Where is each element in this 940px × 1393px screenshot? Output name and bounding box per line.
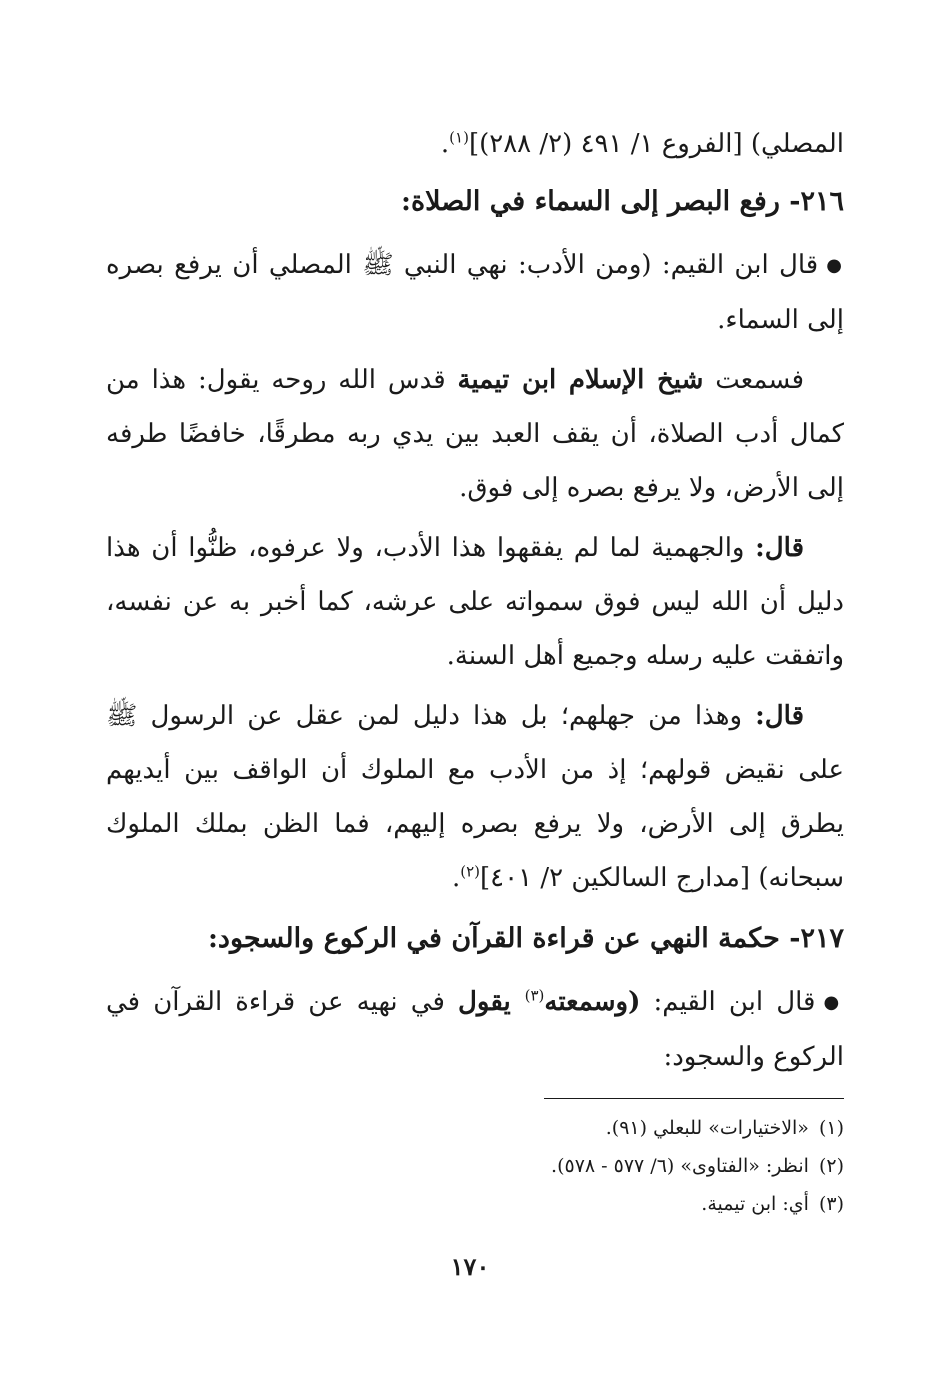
footnote-ref-1[interactable]: (١)	[449, 128, 469, 147]
section-216-para-4: قال: وهذا من جهلهم؛ بل هذا دليل لمن عقل عن الرسول ﷺ على نقيض قولهم؛ إذ من الأدب مع الملوك أن الواقف بين أيديهم يطرق إلى الأرض، ولا يرفع بصره إليهم، فما الظن بملك الملوك سبحانه) [مدارج السالكين ٢/ ٤٠١]$^{(٢)}$.	[106, 701, 844, 893]
footnote-2: (٢)انظر: «الفتاوى» (٦/ ٥٧٧ - ٥٧٨).	[551, 1155, 844, 1177]
section-217-para-1: ●قال ابن القيم: (وسمعته$^{(٣)}$ يقول في نهيه عن قراءة القرآن في الركوع والسجود:	[106, 986, 845, 1072]
section-216-heading: ٢١٦- رفع البصر إلى السماء في الصلاة:	[401, 186, 844, 217]
continuation-line: المصلي) [الفروع ١/ ٤٩١ (٢/ ٢٨٨)]$^{(١)}$.	[440, 128, 844, 159]
page-number: ١٧٠	[450, 1252, 490, 1281]
section-217-heading: ٢١٧- حكمة النهي عن قراءة القرآن في الركوع والسجود:	[207, 923, 844, 954]
section-216-para-2: فسمعت شيخ الإسلام ابن تيمية قدس الله روحه يقول: هذا من كمال أدب الصلاة، أن يقف العبد بين يدي ربه مطرقًا، خافضًا طرفه إلى الأرض، ولا يرفع بصره إلى فوق.	[106, 365, 844, 503]
footnote-ref-3[interactable]: (٣)	[524, 986, 545, 1005]
bullet-icon: ●	[826, 255, 844, 276]
footnotes	[244, 1098, 844, 1223]
main-text	[106, 118, 844, 1090]
bullet-icon: ●	[823, 992, 845, 1013]
footnote-ref-2[interactable]: (٢)	[460, 862, 481, 881]
footnote-1: (١)«الاختيارات» للبعلي (٩١).	[605, 1117, 844, 1139]
footnote-3: (٣)أي: ابن تيمية.	[701, 1193, 844, 1215]
section-216-para-1: ●قال ابن القيم: (ومن الأدب: نهي النبي ﷺ المصلي أن يرفع بصره إلى السماء.	[106, 250, 844, 335]
section-216-para-3: قال: والجهمية لما لم يفقهوا هذا الأدب، ولا عرفوه، ظنُّوا أن هذا دليل أن الله ليس فوق سمواته على عرشه، كما أخبر به عن نفسه، واتفقت عليه رسله وجميع أهل السنة.	[106, 533, 844, 671]
footnote-divider	[544, 1098, 844, 1099]
